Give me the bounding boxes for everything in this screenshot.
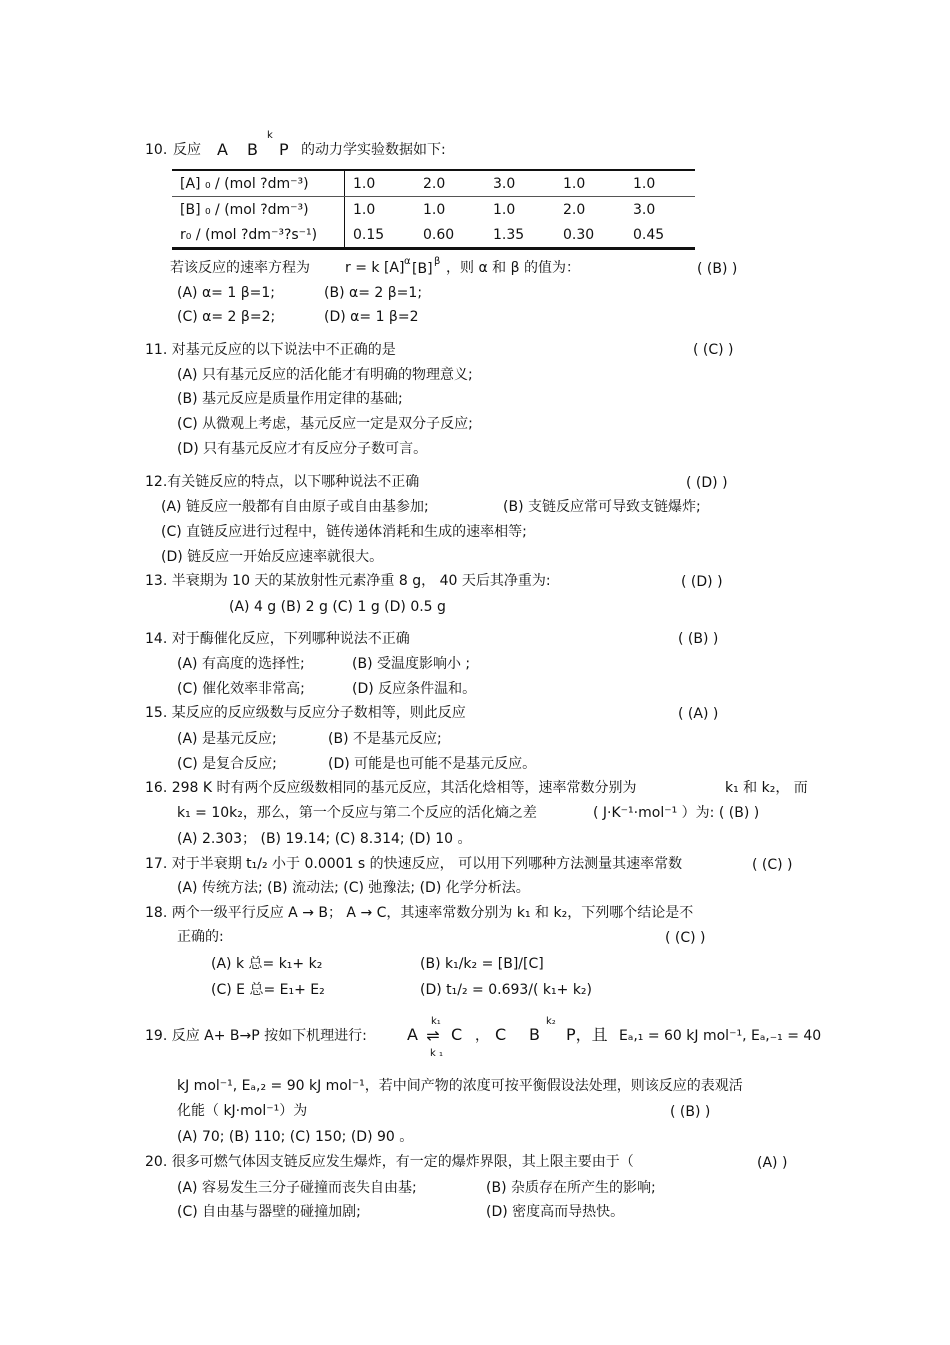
table-cell: 3.0 [633, 201, 656, 218]
q12-stem: 12.有关链反应的特点，以下哪种说法不正确 [145, 474, 420, 490]
q19-species-c2: C [495, 1025, 507, 1044]
q15-option-a: (A) 是基元反应; [177, 731, 277, 747]
q19-activation-energies: Eₐ,₁ = 60 kJ mol⁻¹, Eₐ,₋₁ = 40 [619, 1028, 822, 1044]
q10-number: 10. [145, 142, 168, 158]
q19-species-a: A [407, 1025, 418, 1044]
table-cell: 0.15 [345, 222, 416, 249]
q13-options: (A) 4 g (B) 2 g (C) 1 g (D) 0.5 g [229, 599, 446, 615]
q19-species-b: B [529, 1025, 540, 1044]
q10-beta-exponent: β [434, 256, 441, 267]
q10-rate-constant-k: k [267, 130, 273, 141]
q19-product-p: P，且 [566, 1025, 608, 1044]
q18-option-b: (B) k₁/k₂ = [B]/[C] [420, 956, 544, 972]
equilibrium-arrows-icon: ⇌ [426, 1026, 440, 1045]
q10-answer: ( (B) ) [697, 261, 738, 277]
q10-product-p: P [279, 140, 289, 159]
q15-option-d: (D) 可能是也可能不是基元反应。 [328, 756, 537, 772]
q20-option-d: (D) 密度高而导热快。 [486, 1204, 625, 1220]
q15-answer: ( (A) ) [678, 706, 719, 722]
q17-options: (A) 传统方法; (B) 流动法; (C) 弛豫法; (D) 化学分析法。 [177, 880, 530, 896]
q16-line1: 16. 298 K 时有两个反应级数相同的基元反应，其活化焓相等，速率常数分别为 [145, 780, 637, 796]
q19-k1-label: k₁ [431, 1016, 441, 1027]
q19-k-minus1-label: k ₁ [430, 1048, 443, 1059]
q18-option-c: (C) E 总= E₁+ E₂ [211, 982, 325, 998]
q16-line2-tail: ( J·K⁻¹·mol⁻¹ ）为: ( (B) ) [593, 805, 760, 821]
q11-stem: 11. 对基元反应的以下说法中不正确的是 [145, 342, 396, 358]
table-cell: 1.0 [423, 201, 446, 218]
q10-option-c: (C) α= 2 β=2; [177, 309, 276, 325]
q10-lead: 反应 [173, 142, 201, 158]
q14-stem: 14. 对于酶催化反应，下列哪种说法不正确 [145, 631, 410, 647]
q10-rate-intro: 若该反应的速率方程为 [170, 260, 310, 276]
q19-lead: 19. 反应 A+ B→P 按如下机理进行: [145, 1028, 367, 1044]
q17-stem: 17. 对于半衰期 t₁/₂ 小于 0.0001 s 的快速反应， 可以用下列哪种方法测量其速率常数 [145, 856, 683, 872]
q18-option-d: (D) t₁/₂ = 0.693/( k₁+ k₂) [420, 982, 593, 998]
table-cell: 3.0 [485, 170, 555, 197]
table-cell: 2.0 [563, 201, 586, 218]
q17-answer: ( (C) ) [752, 857, 793, 873]
q20-option-c: (C) 自由基与器壁的碰撞加剧; [177, 1204, 361, 1220]
q15-stem: 15. 某反应的反应级数与反应分子数相等，则此反应 [145, 705, 466, 721]
table-row [172, 197, 695, 223]
q12-answer: ( (D) ) [686, 475, 728, 491]
q18-option-a: (A) k 总= k₁+ k₂ [211, 956, 323, 972]
q11-answer: ( (C) ) [693, 342, 734, 358]
q13-stem: 13. 半衰期为 10 天的某放射性元素净重 8 g， 40 天后其净重为: [145, 573, 551, 589]
q19-answer: ( (B) ) [670, 1104, 711, 1120]
table-cell: 1.35 [485, 222, 555, 249]
q10-reactant-b: B [247, 140, 258, 159]
q16-line2: k₁ = 10k₂，那么，第一个反应与第二个反应的活化熵之差 [177, 805, 537, 821]
q11-option-a: (A) 只有基元反应的活化能才有明确的物理意义; [177, 367, 473, 383]
q19-k2-label: k₂ [546, 1016, 556, 1027]
q10-tail: 的动力学实验数据如下: [301, 142, 446, 158]
q10-rate-tail: ，则 α 和 β 的值为： [446, 260, 580, 276]
q19-line2: kJ mol⁻¹, Eₐ,₂ = 90 kJ mol⁻¹，若中间产物的浓度可按平衡假设法处理，则该反应的表观活 [177, 1078, 743, 1094]
table-cell: 0.30 [555, 222, 625, 249]
table-cell: 0.60 [415, 222, 485, 249]
q12-option-c: (C) 直链反应进行过程中，链传递体消耗和生成的速率相等; [161, 524, 527, 540]
q16-line1-tail: k₁ 和 k₂， 而 [725, 780, 808, 796]
q11-option-d: (D) 只有基元反应才有反应分子数可言。 [177, 441, 428, 457]
q19-options: (A) 70; (B) 110; (C) 150; (D) 90 。 [177, 1129, 414, 1145]
table-row-label: [A] ₀ / (mol ?dm⁻³) [172, 170, 345, 197]
q12-option-d: (D) 链反应一开始反应速率就很大。 [161, 549, 384, 565]
q10-option-b: (B) α= 2 β=1; [324, 285, 423, 301]
q16-options: (A) 2.303； (B) 19.14; (C) 8.314; (D) 10 。 [177, 831, 472, 847]
q19-comma: ， [475, 1028, 489, 1044]
q18-answer: ( (C) ) [665, 930, 706, 946]
q12-option-a: (A) 链反应一般都有自由原子或自由基参加; [161, 499, 429, 515]
q14-option-b: (B) 受温度影响小 ; [352, 656, 471, 672]
q18-stem: 18. 两个一级平行反应 A → B； A → C，其速率常数分别为 k₁ 和 k₂，下列哪个结论是不 [145, 905, 694, 921]
q19-line3: 化能（ kJ·mol⁻¹）为 [177, 1103, 308, 1119]
q13-answer: ( (D) ) [681, 574, 723, 590]
q11-option-b: (B) 基元反应是质量作用定律的基础; [177, 391, 403, 407]
q10-rate-equation: r = k [A] [345, 260, 405, 276]
q14-answer: ( (B) ) [678, 631, 719, 647]
table-cell: 2.0 [415, 170, 485, 197]
q15-option-b: (B) 不是基元反应; [328, 731, 442, 747]
q20-answer: (A) ) [757, 1155, 788, 1171]
q10-reactant-a: A [217, 140, 228, 159]
q14-option-a: (A) 有高度的选择性; [177, 656, 305, 672]
q20-stem: 20. 很多可燃气体因支链反应发生爆炸，有一定的爆炸界限，其上限主要由于（ [145, 1154, 634, 1170]
q14-option-c: (C) 催化效率非常高; [177, 681, 305, 697]
q20-option-a: (A) 容易发生三分子碰撞而丧失自由基; [177, 1180, 417, 1196]
table-cell: 0.45 [625, 222, 695, 249]
kinetics-data-table [172, 169, 695, 250]
q19-species-c: C [451, 1025, 463, 1044]
q10-b-concentration: [B] [412, 261, 433, 277]
q10-option-a: (A) α= 1 β=1; [177, 285, 276, 301]
table-row [172, 170, 695, 197]
q14-option-d: (D) 反应条件温和。 [352, 681, 477, 697]
table-cell: 1.0 [345, 170, 416, 197]
table-row-label: [B] ₀ / (mol ?dm⁻³) [172, 197, 345, 223]
table-cell: 1.0 [493, 201, 516, 218]
q15-option-c: (C) 是复合反应; [177, 756, 277, 772]
table-cell: 1.0 [555, 170, 625, 197]
q18-stem2: 正确的: [177, 929, 224, 945]
q10-option-d: (D) α= 1 β=2 [324, 309, 419, 325]
table-cell: 1.0 [353, 201, 376, 218]
q11-option-c: (C) 从微观上考虑，基元反应一定是双分子反应; [177, 416, 473, 432]
q20-option-b: (B) 杂质存在所产生的影响; [486, 1180, 656, 1196]
table-row-label: r₀ / (mol ?dm⁻³?s⁻¹) [172, 222, 345, 249]
q10-alpha-exponent: α [404, 256, 411, 267]
table-cell: 1.0 [625, 170, 695, 197]
table-row [172, 222, 695, 249]
q12-option-b: (B) 支链反应常可导致支链爆炸; [503, 499, 701, 515]
